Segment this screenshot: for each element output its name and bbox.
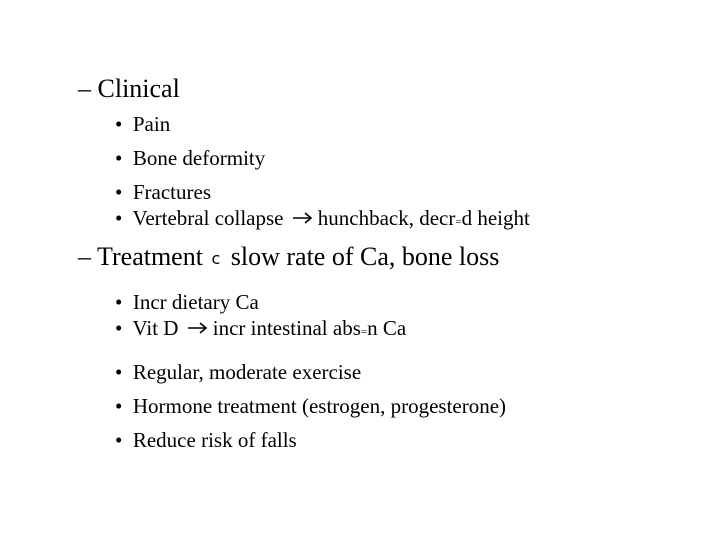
list-item [115,114,170,135]
list-item-text: Bone deformity [132,146,266,170]
treatment-heading-line [78,244,499,270]
list-item-text: d height [461,206,530,230]
list-item [115,292,259,313]
treatment-heading: Treatment [97,242,203,271]
bullet: • [115,180,123,204]
with-symbol: c [211,249,221,268]
list-item-text: n Ca [367,316,407,340]
bullet: • [115,360,123,384]
list-item-text: Vit D [132,316,179,340]
right-arrow-icon [187,321,209,335]
list-item [115,430,297,451]
list-item [115,396,506,417]
list-item-text: Pain [132,112,171,136]
list-item-text: incr intestinal abs [212,316,361,340]
bullet: • [115,290,123,314]
list-item-text: Vertebral collapse [132,206,284,230]
right-arrow-icon [292,211,314,225]
bullet: • [115,316,123,340]
bullet: • [115,112,123,136]
list-item [115,148,265,169]
bullet: • [115,206,123,230]
list-item-text: Reduce risk of falls [132,428,297,452]
subscript-mark: = [455,216,462,228]
list-item [115,182,211,203]
list-item-text: Regular, moderate exercise [132,360,362,384]
dash-mark: – [78,74,91,103]
clinical-heading-line [78,76,180,102]
bullet: • [115,394,123,418]
list-item [115,208,530,229]
subscript-mark: = [360,326,368,338]
dash-mark: – [78,242,91,271]
list-item-text: Fractures [132,180,211,204]
list-item-text: Incr dietary Ca [132,290,259,314]
list-item [115,318,406,339]
bullet: • [115,428,123,452]
clinical-heading: Clinical [97,74,180,103]
list-item-text: Hormone treatment (estrogen, progesterone) [132,394,507,418]
list-item-text: hunchback, decr [317,206,456,230]
list-item [115,362,361,383]
bullet: • [115,146,123,170]
treatment-heading-rest: slow rate of Ca, bone loss [230,242,500,271]
